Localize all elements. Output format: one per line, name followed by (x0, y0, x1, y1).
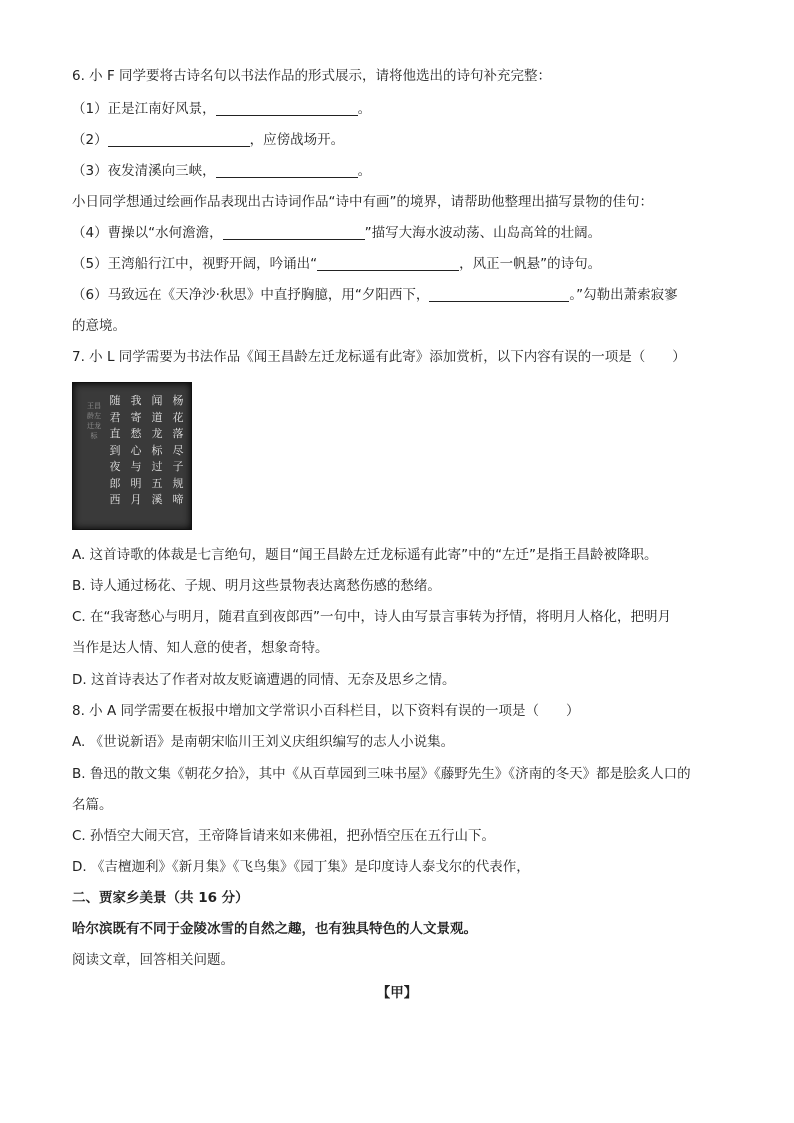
q6-intro-2: 小日同学想通过绘画作品表现出古诗词作品“诗中有画”的境界，请帮助他整理出描写景物的佳句： (72, 194, 653, 210)
q7-option-c: C. 在“我寄愁心与明月，随君直到夜郎西”一句中，诗人由写景言事转为抒情，将明月人格化，把明月 (72, 609, 671, 625)
q6-item-1: （1）正是江南好风景， 。 (72, 101, 372, 117)
answer-blank[interactable] (216, 101, 358, 116)
calligraphy-column: 随君直到夜郎西 (109, 394, 121, 506)
q6-item-6: （6）马致远在《天净沙·秋思》中直抒胸臆，用“夕阳西下， 。”勾勒出萧索寂寥 (72, 287, 678, 303)
answer-blank[interactable] (108, 132, 250, 147)
part-label: 【甲】 (376, 985, 418, 1001)
q8-option-c: C. 孙悟空大闹天宫，王帝降旨请来如来佛祖，把孙悟空压在五行山下。 (72, 828, 496, 844)
q7-option-d: D. 这首诗表达了作者对故友贬谪遭遇的同情、无奈及思乡之情。 (72, 672, 456, 688)
answer-blank[interactable] (317, 256, 459, 271)
section-instruction: 阅读文章，回答相关问题。 (72, 952, 234, 968)
q6-item-2: （2） ，应傍战场开。 (72, 132, 345, 148)
q6-item-4: （4）曹操以“水何澹澹， ”描写大海水波动荡、山岛高耸的壮阔。 (72, 225, 602, 241)
q8-option-a: A. 《世说新语》是南朝宋临川王刘义庆组织编写的志人小说集。 (72, 734, 455, 750)
q8-option-d: D. 《吉檀迦利》《新月集》《飞鸟集》《园丁集》是印度诗人泰戈尔的代表作， (72, 859, 530, 875)
q7-stem: 7. 小 L 同学需要为书法作品《闻王昌龄左迁龙标遥有此寄》添加赏析，以下内容有误的一项是（ ） (72, 349, 686, 365)
answer-blank[interactable] (429, 287, 569, 302)
q7-option-a: A. 这首诗歌的体裁是七言绝句，题目“闻王昌龄左迁龙标遥有此寄”中的“左迁”是指王昌龄被降职。 (72, 547, 658, 563)
calligraphy-inscription: 王昌龄左迁龙标 (87, 402, 101, 440)
q6-item-3: （3）夜发清溪向三峡， 。 (72, 163, 372, 179)
calligraphy-image (72, 382, 192, 530)
calligraphy-column: 我寄愁心与明月 (130, 394, 142, 506)
q7-option-c-cont: 当作是达人情、知人意的使者，想象奇特。 (72, 640, 329, 656)
q6-item-5: （5）王湾船行江中，视野开阔，吟诵出“ ，风正一帆悬”的诗句。 (72, 256, 602, 272)
calligraphy-column: 闻道龙标过五溪 (151, 394, 163, 506)
q7-option-b: B. 诗人通过杨花、子规、明月这些景物表达离愁伤感的愁绪。 (72, 578, 441, 594)
q6-intro: 6. 小 F 同学要将古诗名句以书法作品的形式展示，请将他选出的诗句补充完整： (72, 68, 552, 84)
section-heading: 二、贾家乡美景（共 16 分） (72, 890, 249, 906)
q8-option-b-cont: 名篇。 (72, 797, 113, 813)
section-lead: 哈尔滨既有不同于金陵冰雪的自然之趣，也有独具特色的人文景观。 (72, 921, 477, 937)
answer-blank[interactable] (223, 225, 365, 240)
calligraphy-column: 杨花落尽子规啼 (172, 394, 184, 506)
q8-option-b: B. 鲁迅的散文集《朝花夕拾》，其中《从百草园到三味书屋》《藤野先生》《济南的冬天》都是脍炙人口的 (72, 766, 691, 782)
q6-item-6-cont: 的意境。 (72, 318, 126, 334)
q8-stem: 8. 小 A 同学需要在板报中增加文学常识小百科栏目，以下资料有误的一项是（ ） (72, 703, 580, 719)
answer-blank[interactable] (216, 163, 358, 178)
